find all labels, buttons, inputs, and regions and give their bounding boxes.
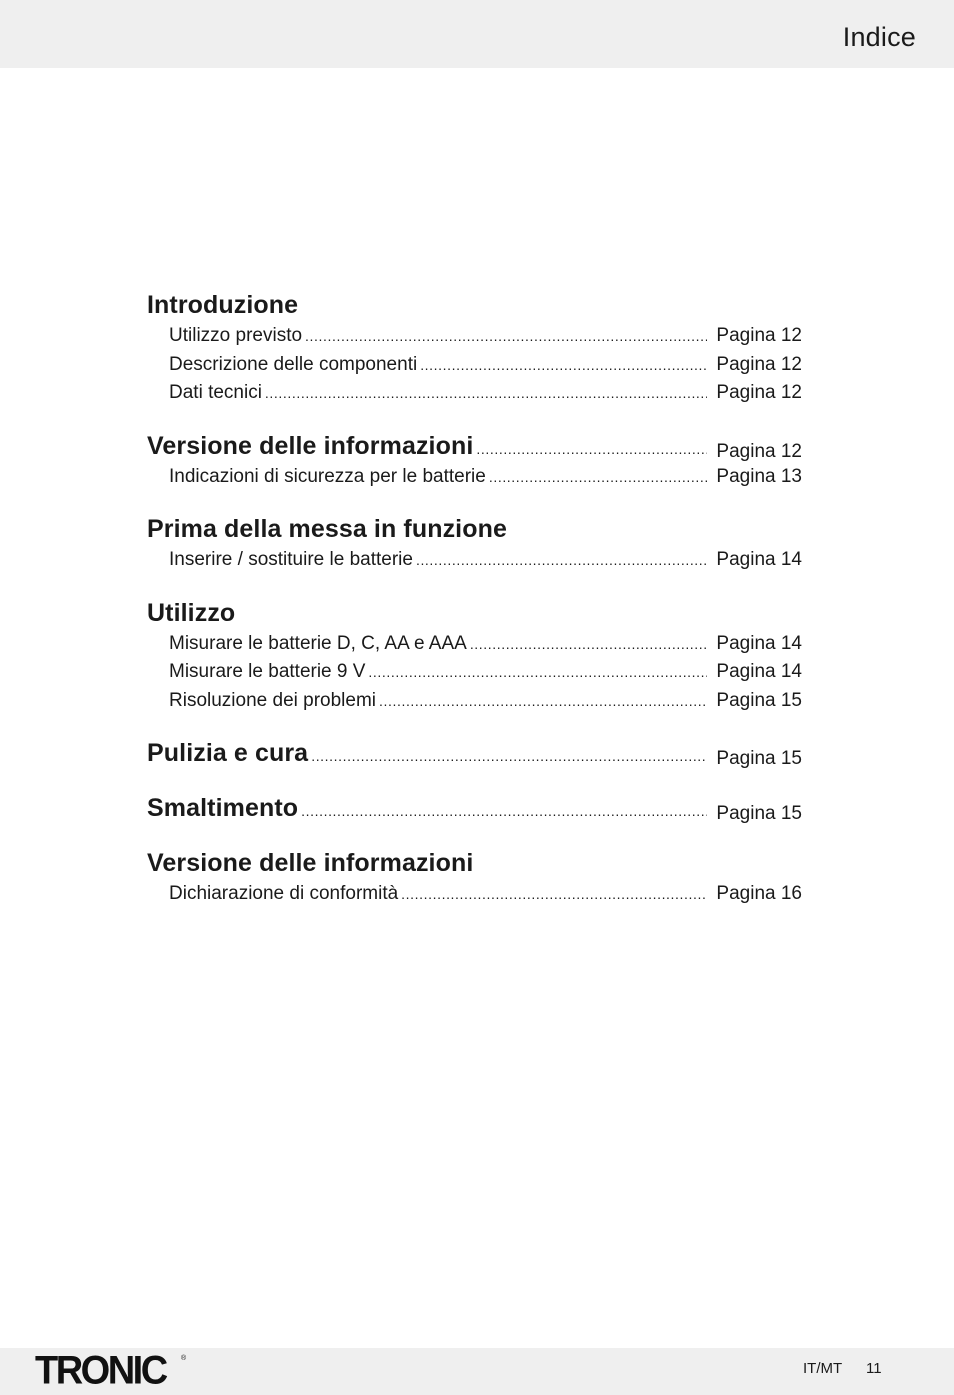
- dot-leader: [265, 379, 708, 408]
- toc-heading-row[interactable]: [147, 288, 802, 322]
- toc-section-heading: Smaltimento: [147, 794, 299, 822]
- toc-page-ref: Pagina 12: [716, 325, 802, 346]
- toc-page-ref: Pagina 12: [716, 440, 802, 462]
- toc-heading-row[interactable]: [147, 846, 802, 880]
- toc-entry-label: Descrizione delle componenti: [169, 353, 418, 375]
- toc-entry[interactable]: [147, 630, 802, 659]
- page-number: 11: [866, 1360, 882, 1377]
- toc-page-ref: Pagina 12: [716, 353, 802, 375]
- toc-entry-label: Indicazioni di sicurezza per le batterie: [169, 465, 486, 487]
- toc-entry[interactable]: [147, 322, 802, 351]
- toc-page-ref: Pagina 16: [716, 883, 802, 904]
- toc-section-heading: Utilizzo: [147, 598, 236, 627]
- toc-entry[interactable]: [147, 658, 802, 687]
- toc-page-ref: Pagina 14: [716, 632, 802, 654]
- header-band: [0, 0, 954, 68]
- toc-page-ref: Pagina 15: [716, 689, 802, 711]
- toc-heading-row[interactable]: [147, 596, 802, 630]
- toc-heading-row[interactable]: [147, 736, 802, 770]
- toc-section-heading: Pulizia e cura: [147, 739, 309, 767]
- toc-section: [147, 736, 802, 770]
- toc-page-ref: Pagina 15: [716, 803, 802, 824]
- dot-leader: [416, 546, 707, 575]
- brand-logo: TRONIC: [35, 1348, 166, 1394]
- dot-leader: [476, 432, 707, 466]
- registered-mark: ®: [181, 1355, 187, 1362]
- dot-leader: [401, 880, 707, 909]
- toc-section-heading: Versione delle informazioni: [147, 849, 474, 877]
- page-title: Indice: [842, 22, 916, 52]
- toc-section: [147, 596, 802, 716]
- toc-entry-label: Dati tecnici: [169, 382, 262, 403]
- dot-leader: [420, 351, 707, 380]
- toc-page-ref: Pagina 14: [716, 549, 802, 570]
- dot-leader: [470, 630, 708, 659]
- toc-entry-label: Misurare le batterie D, C, AA e AAA: [169, 632, 467, 654]
- toc-entry[interactable]: [147, 687, 802, 716]
- dot-leader: [379, 687, 707, 716]
- dot-leader: [311, 739, 707, 773]
- toc-entry-label: Dichiarazione di conformità: [169, 883, 399, 904]
- toc-page-ref: Pagina 12: [716, 382, 802, 403]
- toc-section: [147, 288, 802, 408]
- toc-section: [147, 846, 802, 909]
- toc-section-heading: Versione delle informazioni: [147, 431, 474, 460]
- toc-entry[interactable]: [147, 351, 802, 380]
- table-of-contents: [147, 288, 802, 909]
- toc-page-ref: Pagina 15: [716, 748, 802, 769]
- toc-entry[interactable]: [147, 880, 802, 909]
- dot-leader: [368, 658, 707, 687]
- toc-entry-label: Utilizzo previsto: [169, 325, 303, 346]
- toc-entry[interactable]: [147, 379, 802, 408]
- toc-section-heading: Prima della messa in funzione: [147, 515, 507, 543]
- toc-entry-label: Risoluzione dei problemi: [169, 689, 376, 711]
- toc-page-ref: Pagina 14: [716, 661, 802, 682]
- toc-section: [147, 791, 802, 825]
- dot-leader: [489, 463, 708, 492]
- toc-entry-label: Misurare le batterie 9 V: [169, 661, 366, 682]
- toc-entry[interactable]: [147, 546, 802, 575]
- toc-section-heading: Introduzione: [147, 291, 299, 319]
- dot-leader: [305, 322, 707, 351]
- dot-leader: [301, 794, 707, 828]
- toc-section: [147, 512, 802, 575]
- toc-page-ref: Pagina 13: [716, 465, 802, 487]
- toc-section: [147, 429, 802, 492]
- toc-heading-row[interactable]: [147, 512, 802, 546]
- toc-entry-label: Inserire / sostituire le batterie: [169, 549, 413, 570]
- language-code: IT/MT: [803, 1360, 843, 1377]
- toc-heading-row[interactable]: [147, 791, 802, 825]
- toc-heading-row[interactable]: [147, 429, 802, 463]
- toc-entry[interactable]: [147, 463, 802, 492]
